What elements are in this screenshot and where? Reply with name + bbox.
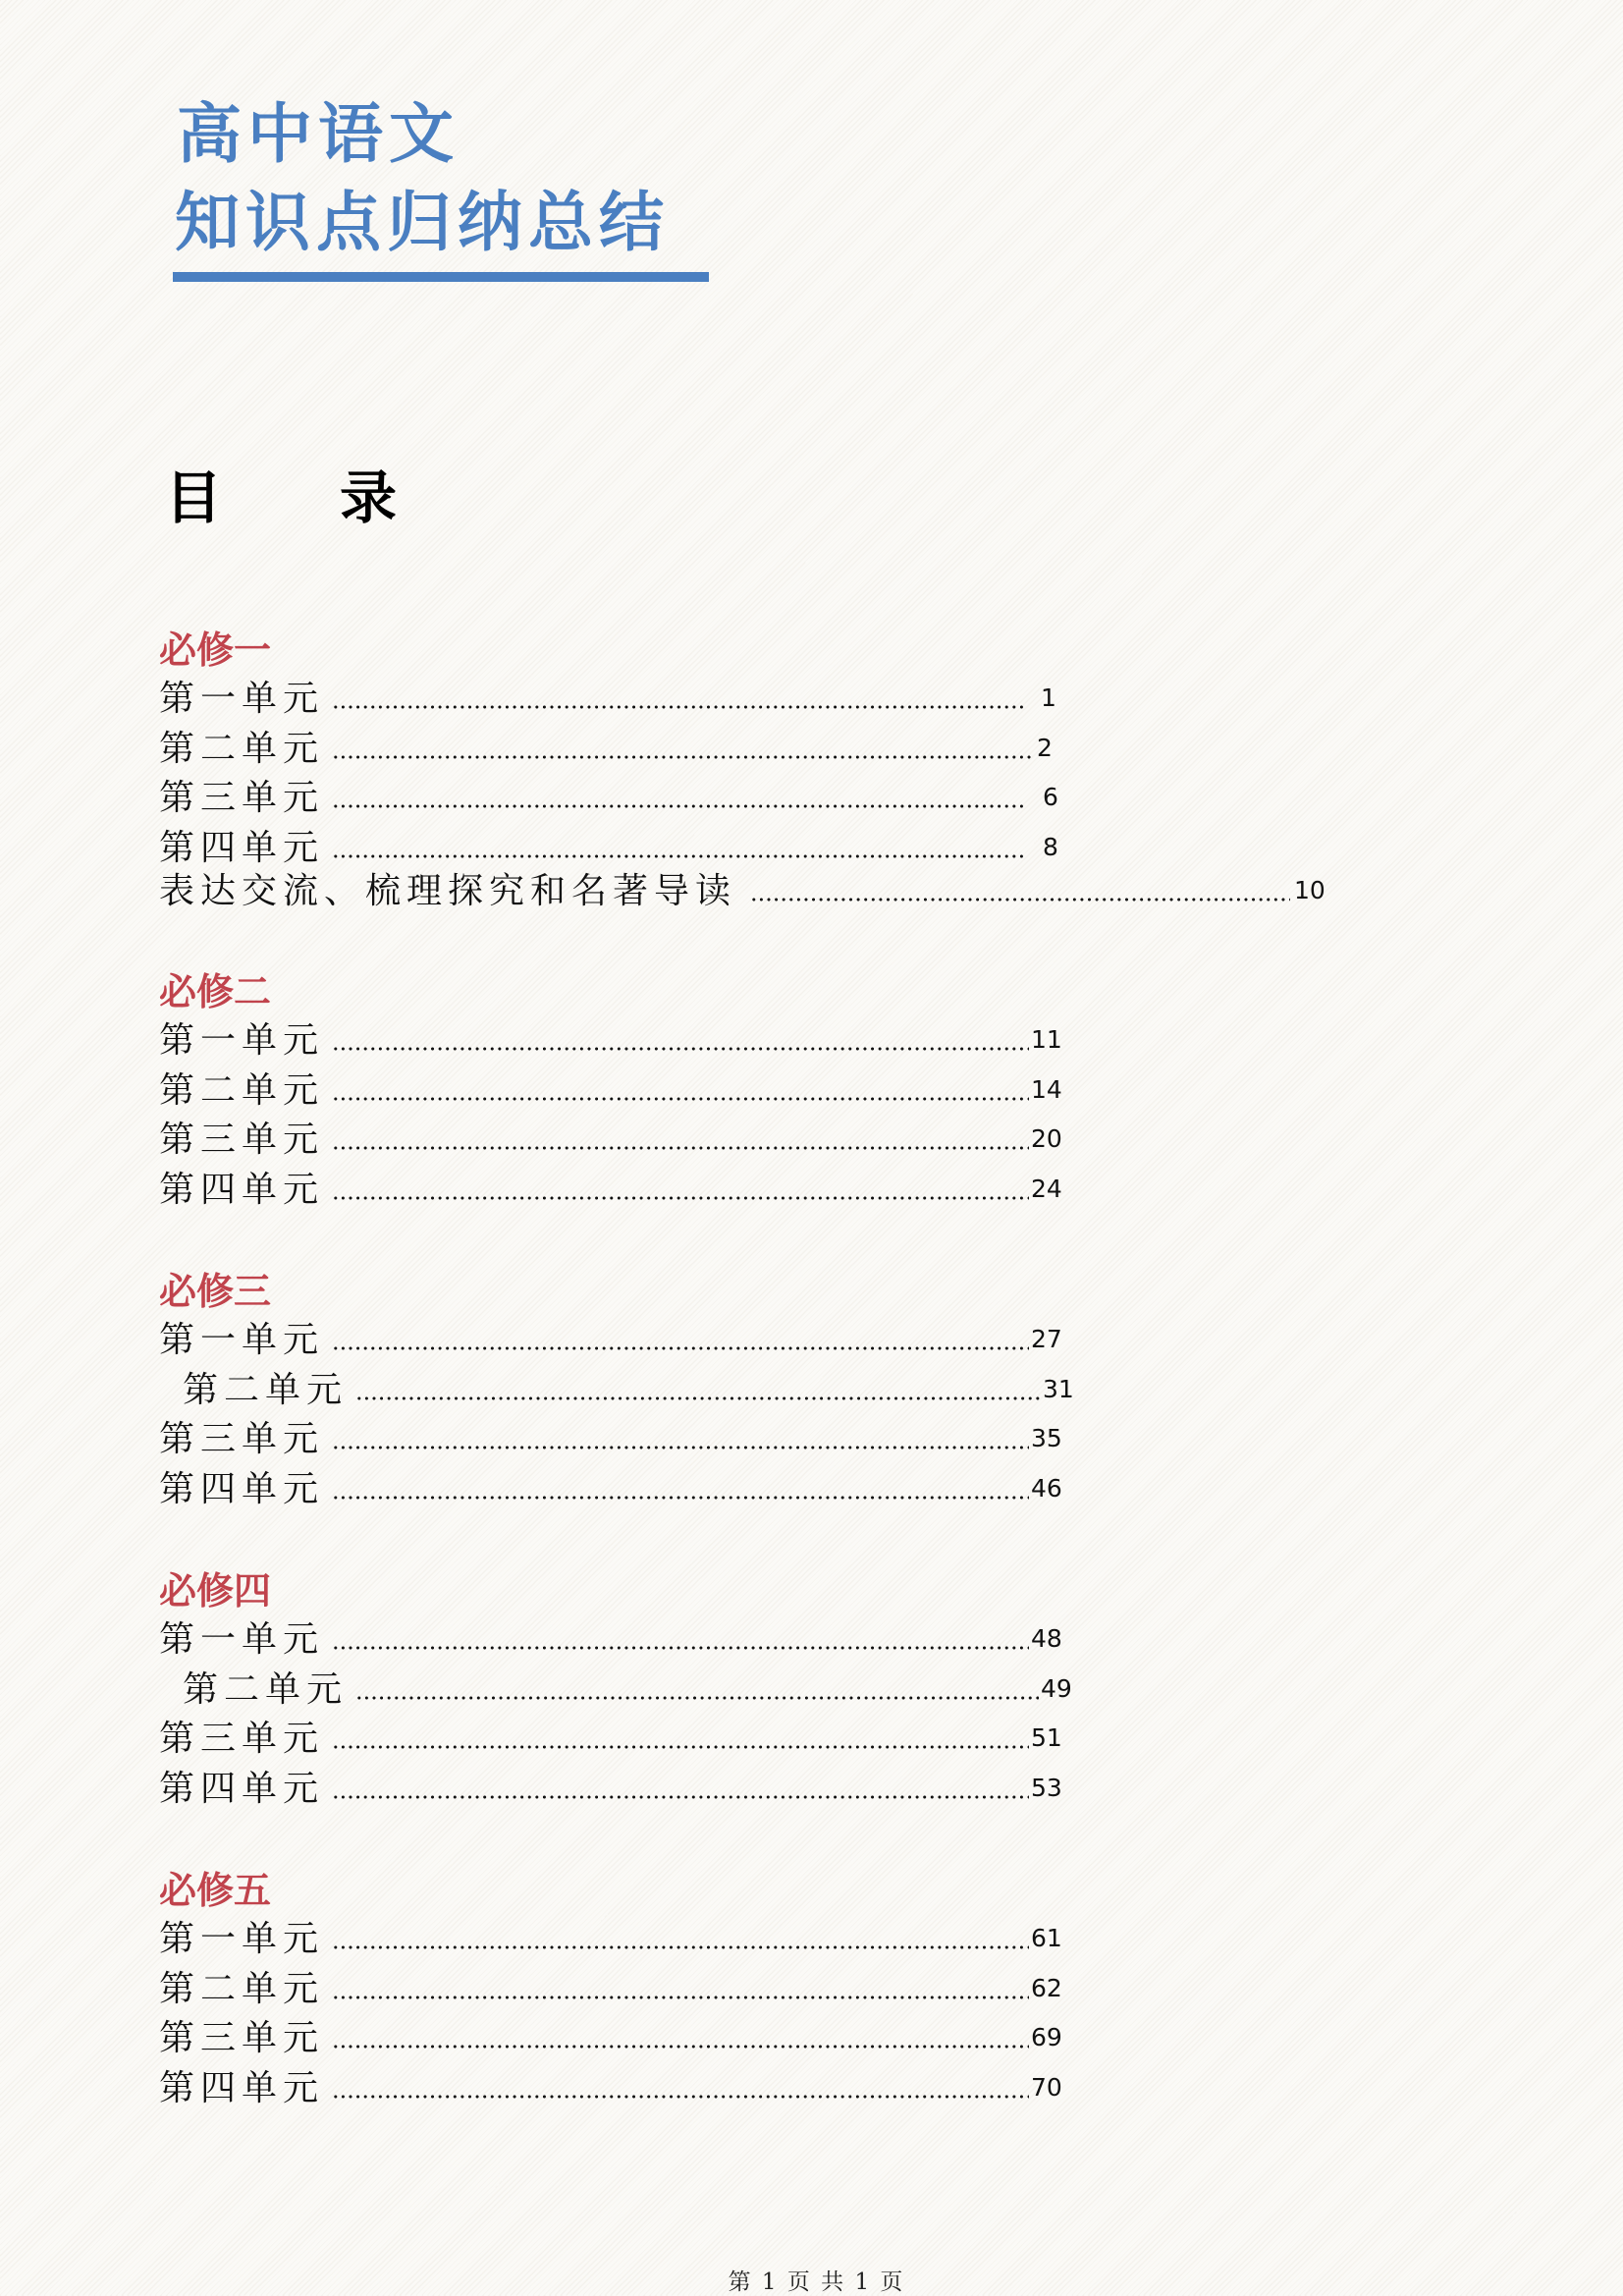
dot-leader <box>332 854 1025 858</box>
page-number: 61 <box>1031 1924 1062 1952</box>
section-title: 必修四 <box>159 1569 272 1613</box>
entry-label: 第三单元 <box>159 2018 325 2058</box>
toc-entry[interactable] <box>159 1117 1062 1167</box>
toc-entry[interactable] <box>159 2065 1062 2115</box>
toc-entry[interactable] <box>159 1167 1062 1217</box>
toc-entry[interactable] <box>159 1716 1062 1766</box>
toc-section-bixiu-1 <box>159 625 1325 921</box>
entry-label: 第三单元 <box>159 1419 325 1459</box>
entry-label: 第二单元 <box>183 1668 349 1710</box>
toc-heading-char-2: 录 <box>340 465 398 531</box>
dot-leader <box>332 1146 1029 1150</box>
dot-leader <box>355 1696 1039 1700</box>
toc-entry[interactable] <box>159 1966 1062 2016</box>
section-title: 必修二 <box>159 970 272 1013</box>
page-number: 24 <box>1031 1174 1062 1203</box>
toc-entry[interactable] <box>159 1616 1062 1667</box>
page-number: 48 <box>1031 1624 1062 1653</box>
toc-entry[interactable] <box>159 775 1058 825</box>
toc-entry[interactable] <box>159 676 1056 726</box>
section-title: 必修五 <box>159 1869 272 1912</box>
dot-leader <box>332 1945 1029 1949</box>
entry-label: 第一单元 <box>159 1919 325 1959</box>
dot-leader <box>750 898 1290 902</box>
toc-entry[interactable] <box>159 1766 1062 1816</box>
page-number: 51 <box>1031 1723 1062 1752</box>
page-number: 14 <box>1031 1074 1062 1104</box>
page-number: 53 <box>1031 1773 1062 1802</box>
entry-label: 第四单元 <box>159 1468 325 1509</box>
dot-leader <box>332 1346 1029 1350</box>
toc-entry[interactable] <box>159 1067 1062 1118</box>
dot-leader <box>332 1097 1029 1101</box>
entry-label: 第二单元 <box>159 1069 325 1111</box>
page-number: 8 <box>1043 832 1058 861</box>
section-title: 必修三 <box>159 1270 272 1313</box>
section-title: 必修一 <box>159 629 272 672</box>
dot-leader <box>332 1795 1029 1799</box>
page-footer: 第 1 页 共 1 页 <box>728 2269 905 2295</box>
toc-section-bixiu-3 <box>159 1266 1074 1515</box>
entry-label: 第三单元 <box>159 1120 325 1160</box>
page-number: 49 <box>1041 1673 1072 1703</box>
toc-entry[interactable] <box>159 1416 1062 1466</box>
dot-leader <box>332 1196 1029 1200</box>
entry-label: 第一单元 <box>159 1320 325 1360</box>
entry-label: 表达交流、梳理探究和名著导读 <box>159 871 737 911</box>
dot-leader <box>332 1995 1029 1999</box>
toc-entry[interactable] <box>159 726 1053 776</box>
dot-leader <box>332 2095 1029 2099</box>
dot-leader <box>355 1396 1041 1400</box>
page-number: 62 <box>1031 1973 1062 2002</box>
toc-section-bixiu-4 <box>159 1565 1072 1815</box>
toc-section-bixiu-2 <box>159 966 1062 1216</box>
dot-leader <box>332 2045 1029 2049</box>
page-number: 10 <box>1294 876 1325 904</box>
page-number: 35 <box>1031 1424 1062 1452</box>
page-number: 31 <box>1043 1374 1074 1403</box>
dot-leader <box>332 1047 1029 1051</box>
toc-entry[interactable] <box>159 871 1325 921</box>
toc-heading <box>165 452 397 534</box>
page-number: 20 <box>1031 1124 1062 1153</box>
toc-entry[interactable] <box>159 1017 1062 1067</box>
title-line-2: 知识点归纳总结 <box>175 185 670 260</box>
toc-entry[interactable] <box>159 1367 1074 1417</box>
toc-entry[interactable] <box>159 825 1058 875</box>
page-number: 46 <box>1031 1473 1062 1503</box>
entry-label: 第二单元 <box>159 728 325 769</box>
page-number: 70 <box>1031 2072 1062 2102</box>
dot-leader <box>332 1446 1029 1449</box>
toc-entry[interactable] <box>159 2015 1062 2065</box>
title-underline <box>173 272 709 282</box>
entry-label: 第一单元 <box>159 1020 325 1061</box>
entry-label: 第三单元 <box>159 1719 325 1759</box>
entry-label: 第二单元 <box>159 1968 325 2009</box>
page-number: 1 <box>1041 683 1056 712</box>
title-line-1: 高中语文 <box>177 96 460 172</box>
toc-section-bixiu-5 <box>159 1865 1062 2114</box>
page-number: 6 <box>1043 783 1058 811</box>
toc-entry[interactable] <box>159 1667 1072 1717</box>
entry-label: 第四单元 <box>159 1768 325 1809</box>
page-number: 2 <box>1037 733 1053 762</box>
entry-label: 第四单元 <box>159 827 325 868</box>
dot-leader <box>332 1745 1029 1749</box>
dot-leader <box>332 705 1025 709</box>
entry-label: 第二单元 <box>183 1369 349 1410</box>
dot-leader <box>332 1496 1029 1500</box>
page-number: 27 <box>1031 1325 1062 1353</box>
entry-label: 第一单元 <box>159 1619 325 1660</box>
entry-label: 第三单元 <box>159 778 325 818</box>
entry-label: 第四单元 <box>159 2067 325 2108</box>
dot-leader <box>332 755 1033 759</box>
toc-entry[interactable] <box>159 1916 1062 1966</box>
entry-label: 第四单元 <box>159 1169 325 1210</box>
dot-leader <box>332 1646 1029 1650</box>
toc-entry[interactable] <box>159 1317 1062 1367</box>
entry-label: 第一单元 <box>159 679 325 719</box>
document-title <box>177 90 670 267</box>
page-number: 69 <box>1031 2023 1062 2051</box>
page-number: 11 <box>1031 1025 1062 1054</box>
toc-heading-char-1: 目 <box>165 465 223 531</box>
dot-leader <box>332 804 1025 808</box>
toc-entry[interactable] <box>159 1466 1062 1516</box>
